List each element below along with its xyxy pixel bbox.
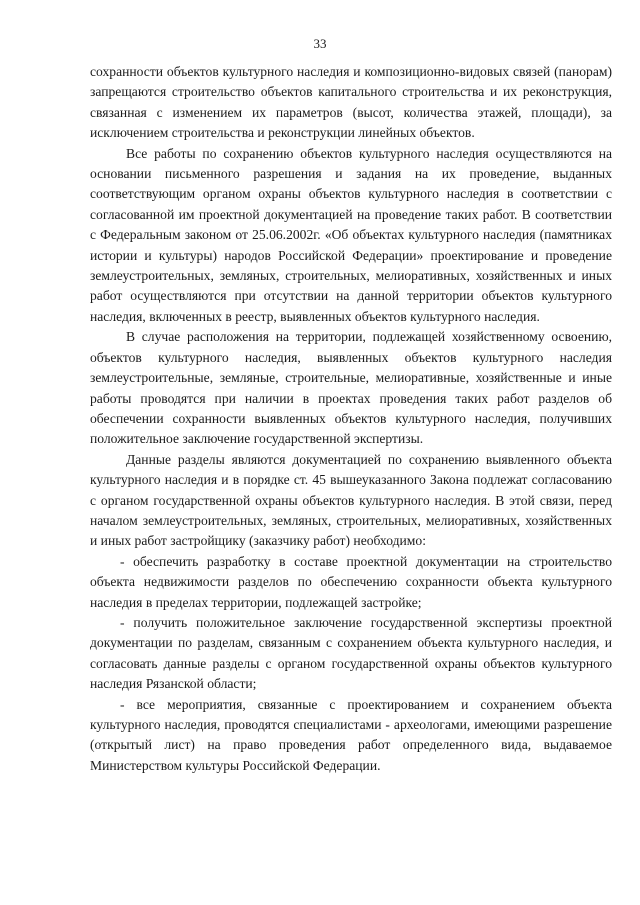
list-item-develop-sections: - обеспечить разработку в составе проектной документации на строительство объекта недвижимости разделов по обеспечению сохранности объекта культурного наследия в пределах территории, подлежащей застройке; — [90, 553, 612, 610]
paragraph-territory-case: В случае расположения на территории, подлежащей хозяйственному освоению, объектов культурного наследия, выявленных объектов культурного наследия землеустроительные, земляные, строительные, мелиоративные, хозяйственные и иные работы проводятся при наличии в проектах проведения таких работ разделов об обеспечении сохранности выявленных объектов культурного наследия, получивших положительное заключение государственной экспертизы. — [90, 329, 612, 447]
paragraph-works-basis: Все работы по сохранению объектов культурного наследия осуществляются на основании письменного разрешения и задания на их проведение, выданных соответствующим органом охраны объектов культурного наследия в соответствии с согласованной им проектной документацией на проведение таких работ. В соответствии с Федеральным законом от 25.06.2002г. «Об объектах культурного наследия (памятниках истории и культуры) народов Российской Федерации» проектирование и проведение землеустроительных, земляных, строительных, мелиоративных, хозяйственных и иных работ осуществляются при отсутствии на данной территории объектов культурного наследия, включенных в реестр, выявленных объектов культурного наследия. — [90, 145, 612, 324]
page-number: 33 — [313, 36, 327, 51]
paragraph-sections-documentation: Данные разделы являются документацией по сохранению выявленного объекта культурного наследия и в порядке ст. 45 вышеуказанного Закона подлежат согласованию с органом государственной охраны объектов культурного наследия. В этой связи, перед началом землеустроительных, земляных, строительных, мелиоративных, хозяйственных и иных работ застройщику (заказчику работ) необходимо: — [90, 451, 612, 549]
paragraph-continuation: сохранности объектов культурного наследия и композиционно-видовых связей (панорам) запрещаются строительство объектов капитального строительства и их реконструкция, связанная с изменением их параметров (высот, количества этажей, площади), за исключением строительства и реконструкции линейных объектов. — [90, 64, 612, 141]
document-body — [90, 62, 612, 776]
list-item-get-expertise: - получить положительное заключение государственной экспертизы проектной документации по разделам, связанным с сохранением объекта культурного наследия, и согласовать данные разделы с органом государственной охраны объектов культурного наследия Рязанской области; — [90, 614, 612, 692]
list-item-specialists: - все мероприятия, связанные с проектированием и сохранением объекта культурного наследия, проводятся специалистами - археологами, имеющими разрешение (открытый лист) на право проведения работ определенного вида, выдаваемое Министерством культуры Российской Федерации. — [90, 696, 612, 773]
